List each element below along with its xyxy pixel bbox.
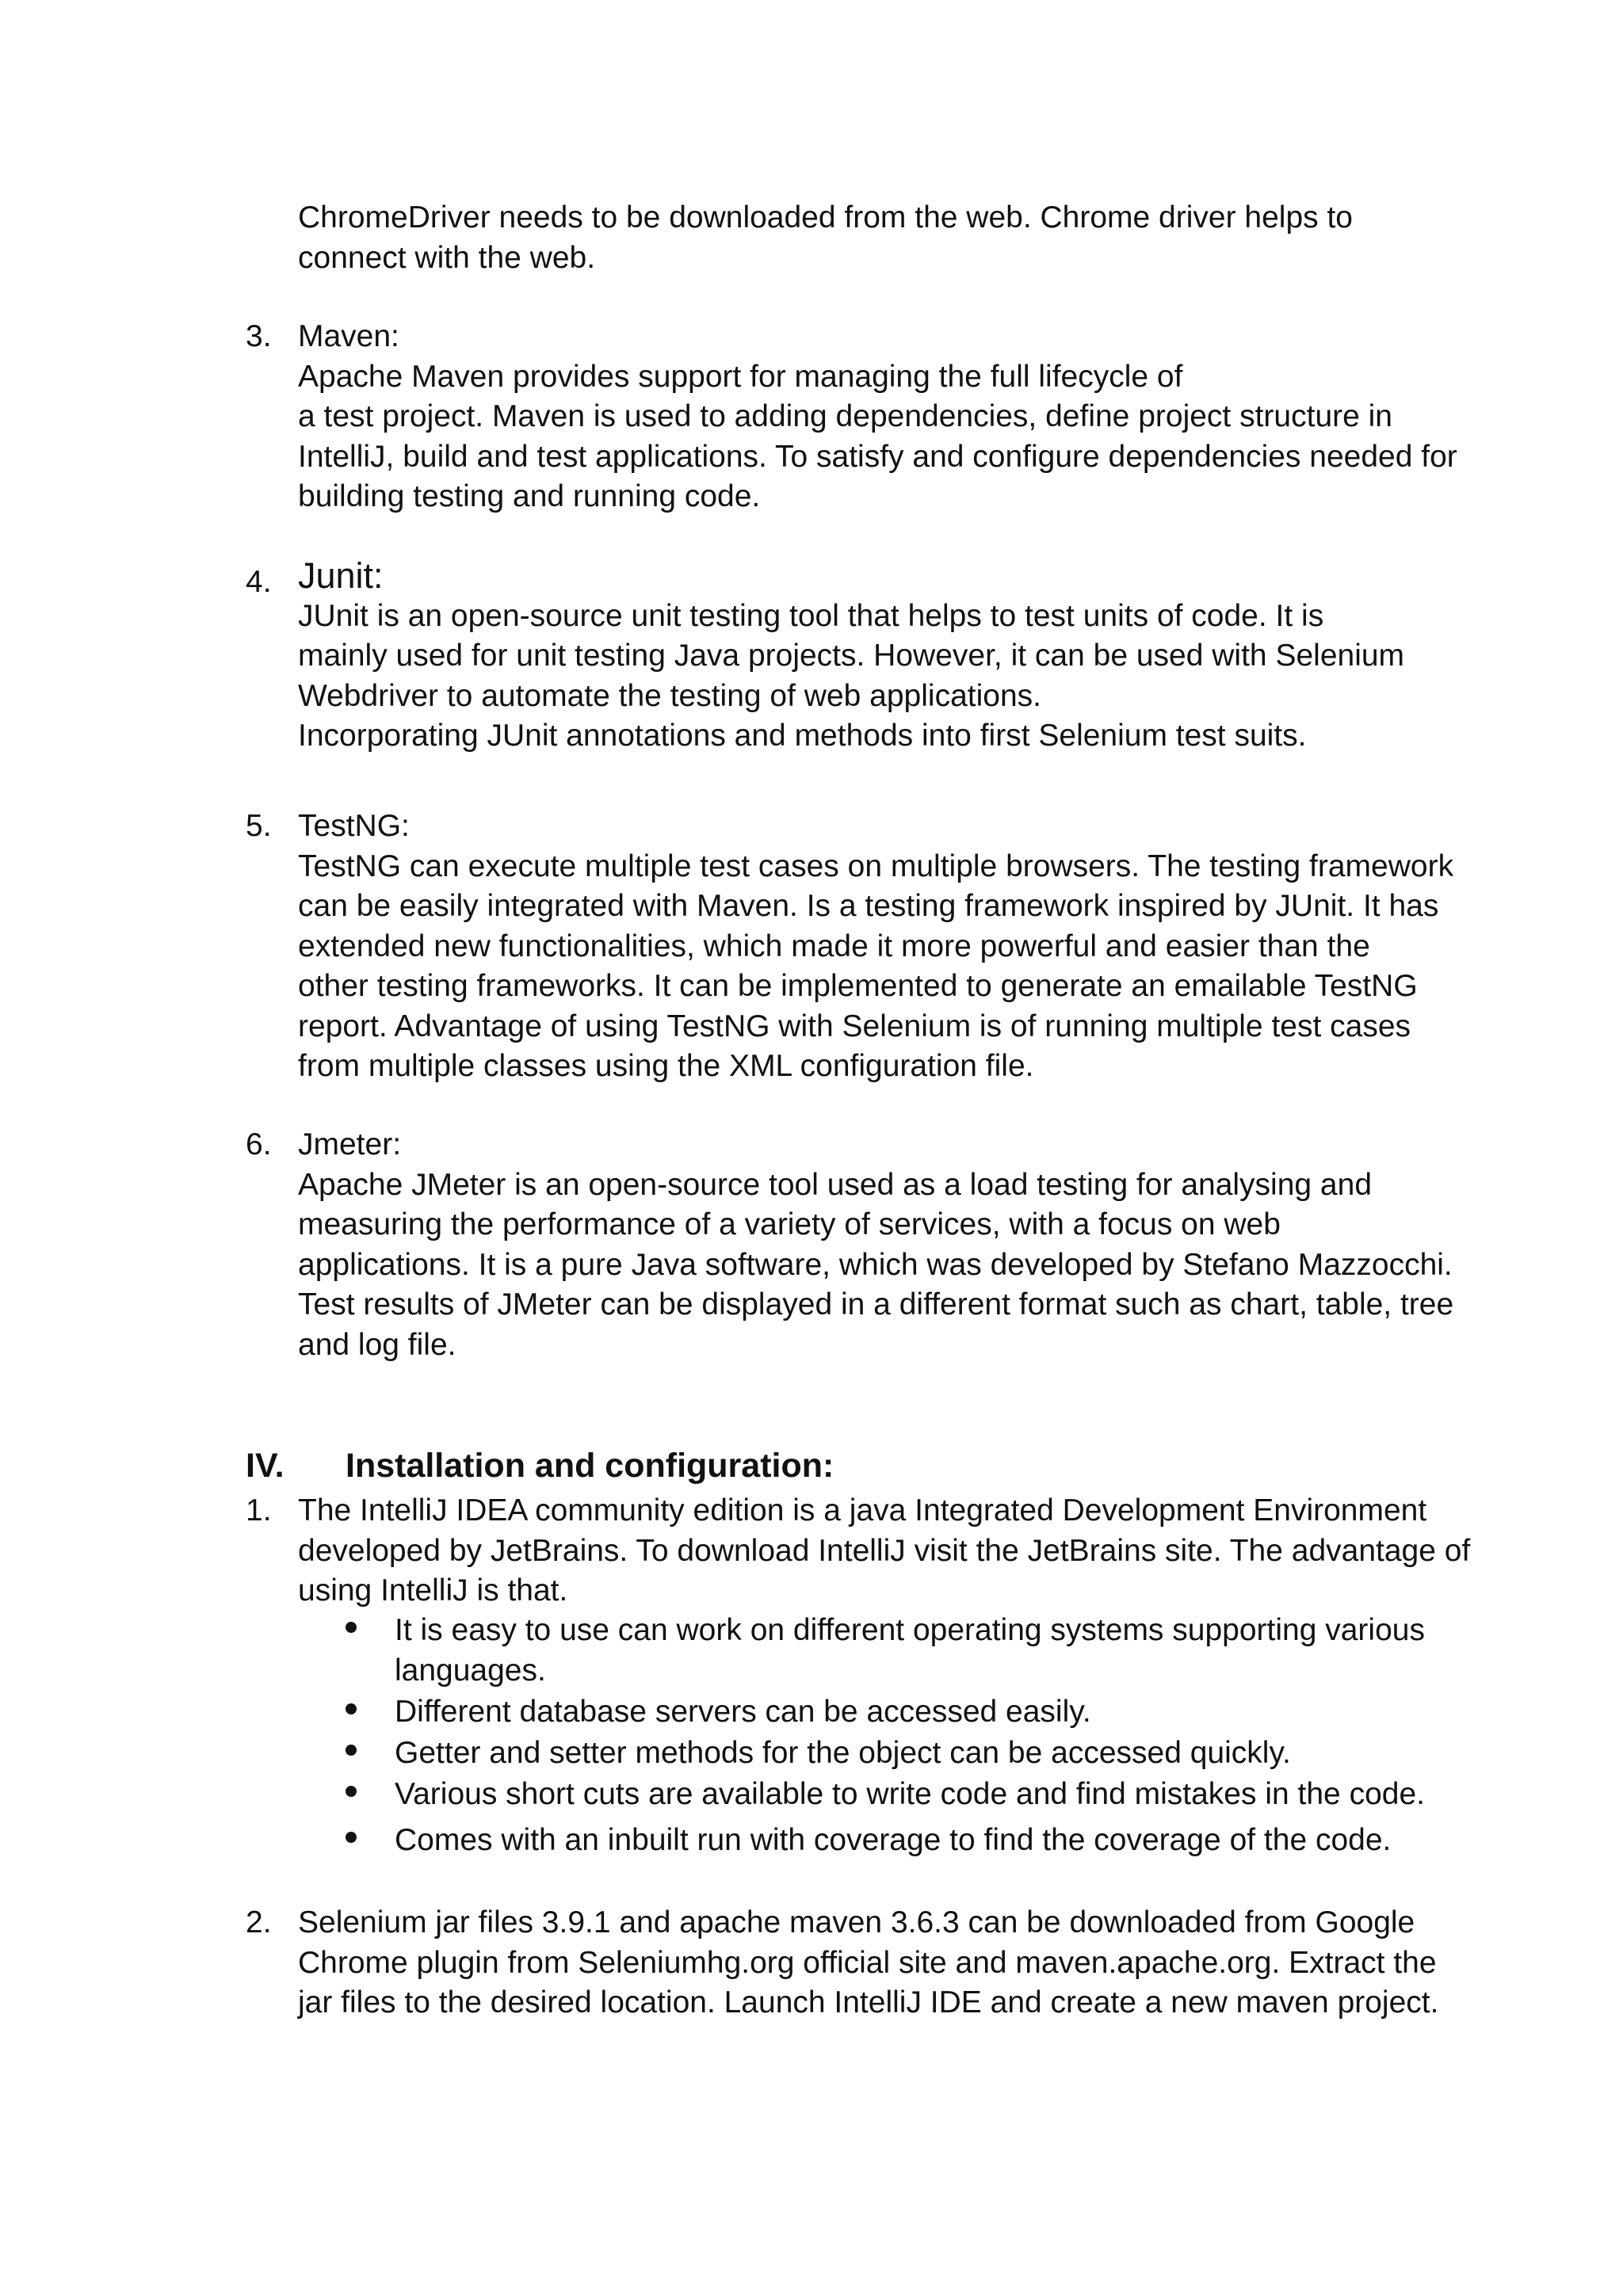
text-line: Webdriver to automate the testing of web applications.	[298, 678, 1041, 713]
item-title: TestNG:	[298, 809, 410, 843]
bullet-icon	[346, 1832, 357, 1843]
text-line: and log file.	[298, 1327, 456, 1362]
bullet-item	[395, 1611, 1457, 1691]
text-line: The IntelliJ IDEA community edition is a java Integrated Development Environment	[298, 1493, 1427, 1527]
list-number: 1.	[246, 1493, 272, 1527]
item-title: Maven:	[298, 319, 399, 353]
text-line: can be easily integrated with Maven. Is a testing framework inspired by JUnit. It has	[298, 889, 1439, 923]
text-line: TestNG can execute multiple test cases on multiple browsers. The testing framework	[298, 849, 1454, 883]
bullet-item	[395, 1821, 1457, 1861]
item-title: Jmeter:	[298, 1127, 402, 1161]
list-number: 3.	[246, 319, 272, 353]
bullet-text: Comes with an inbuilt run with coverage to find the coverage of the code.	[395, 1823, 1392, 1857]
bullet-icon	[346, 1622, 357, 1633]
text-line: Incorporating JUnit annotations and methods into first Selenium test suits.	[298, 719, 1307, 753]
text-line: connect with the web.	[298, 240, 596, 275]
bullet-text: Various short cuts are available to write code and find mistakes in the code.	[395, 1777, 1425, 1811]
bullet-item	[395, 1733, 1457, 1774]
item-title: Junit:	[298, 555, 384, 596]
text-line: mainly used for unit testing Java projects. However, it can be used with Selenium	[298, 639, 1405, 673]
text-line: measuring the performance of a variety of services, with a focus on web	[298, 1207, 1281, 1241]
list-item-testng	[298, 807, 1455, 1087]
list-item-jmeter	[298, 1125, 1455, 1365]
list-item-junit	[298, 556, 1455, 757]
text-line: other testing frameworks. It can be implemented to generate an emailable TestNG	[298, 969, 1418, 1003]
text-line: JUnit is an open-source unit testing tool that helps to test units of code. It is	[298, 598, 1324, 633]
bullet-item	[395, 1692, 1457, 1733]
list-number: 4.	[246, 565, 272, 599]
text-line: ChromeDriver needs to be downloaded from the web. Chrome driver helps to	[298, 200, 1353, 235]
bullet-text: languages.	[395, 1653, 546, 1688]
bullet-icon	[346, 1786, 357, 1797]
text-line: applications. It is a pure Java software, which was developed by Stefano Mazzocchi.	[298, 1247, 1453, 1282]
text-line: using IntelliJ is that.	[298, 1573, 568, 1608]
list-number: 5.	[246, 809, 272, 843]
text-line: from multiple classes using the XML configuration file.	[298, 1049, 1034, 1083]
text-line: developed by JetBrains. To download IntelliJ visit the JetBrains site. The advantage of	[298, 1533, 1471, 1568]
list-number: 6.	[246, 1127, 272, 1161]
intro-paragraph	[298, 198, 1455, 278]
bullet-text: Getter and setter methods for the object can be accessed quickly.	[395, 1736, 1291, 1770]
text-line: jar files to the desired location. Launch IntelliJ IDE and create a new maven project.	[298, 1985, 1439, 2019]
section-title: Installation and configuration:	[346, 1447, 834, 1485]
text-line: IntelliJ, build and test applications. To satisfy and configure dependencies needed for	[298, 439, 1457, 474]
bullet-text: It is easy to use can work on different operating systems supporting various	[395, 1613, 1425, 1647]
bullet-text: Different database servers can be accessed easily.	[395, 1695, 1091, 1729]
text-line: Chrome plugin from Seleniumhg.org official site and maven.apache.org. Extract the	[298, 1945, 1437, 1980]
text-line: Test results of JMeter can be displayed in a different format such as chart, table, tree	[298, 1287, 1454, 1322]
text-line: report. Advantage of using TestNG with Selenium is of running multiple test cases	[298, 1009, 1411, 1043]
section-number: IV.	[246, 1447, 285, 1485]
list-number: 2.	[246, 1905, 272, 1939]
text-line: extended new functionalities, which made it more powerful and easier than the	[298, 929, 1370, 963]
text-line: Selenium jar files 3.9.1 and apache maven 3.6.3 can be downloaded from Google	[298, 1905, 1415, 1939]
bullet-icon	[346, 1745, 357, 1756]
text-line: a test project. Maven is used to adding dependencies, define project structure in	[298, 399, 1392, 433]
text-line: Apache JMeter is an open-source tool used as a load testing for analysing and	[298, 1167, 1373, 1202]
text-line: building testing and running code.	[298, 479, 761, 513]
install-item-intellij	[298, 1491, 1471, 1611]
list-item-maven	[298, 317, 1455, 517]
bullet-item	[395, 1775, 1457, 1815]
text-line: Apache Maven provides support for managing the full lifecycle of	[298, 359, 1183, 394]
bullet-icon	[346, 1703, 357, 1714]
install-item-selenium	[298, 1903, 1455, 2023]
